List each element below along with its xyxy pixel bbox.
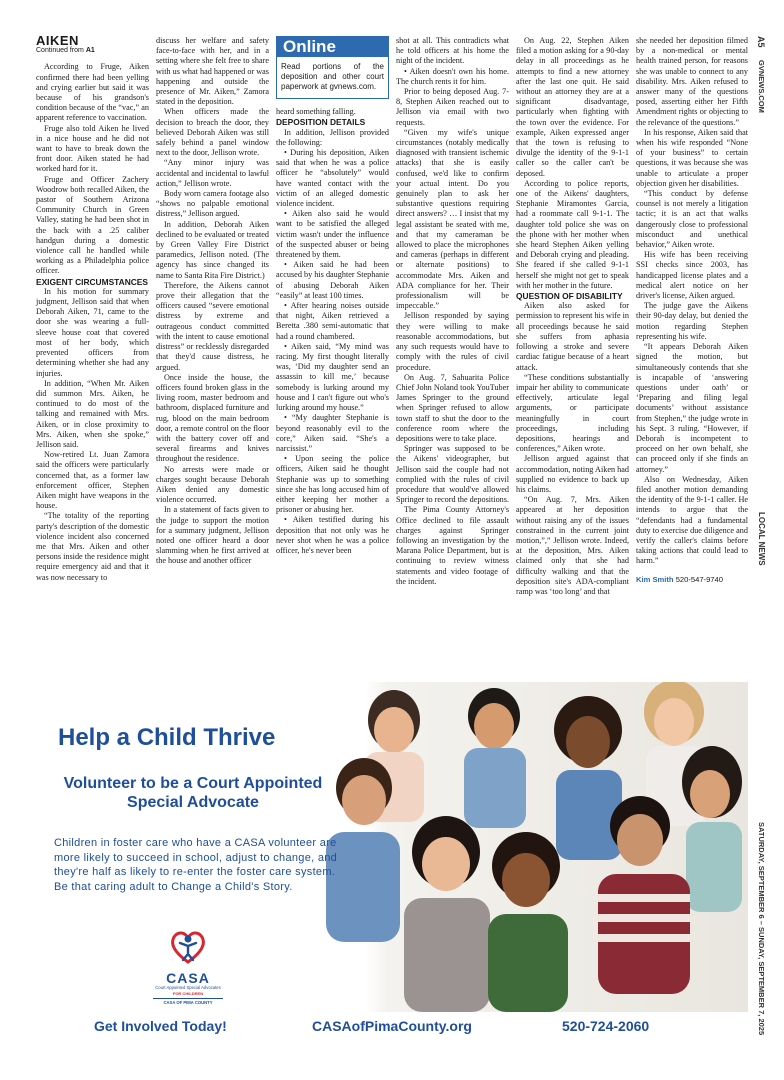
article-paragraph: According to police reports, one of the Aikens' daughters, Stephanie Miramontes Garcia, had a roommate call 9-1-1. The daughter told police she was on the phone with her mother when she heard Stephen Aiken yelling and Deborah crying and pleading. She feared if she called 9-1-1 herself she might not get to speak with her mother in the future.	[516, 178, 629, 290]
article-paragraph: • Aiken also said he would want to be satisfied the alleged victim wasn't under the influence of the suspected abuser or being threatened by them.	[276, 209, 389, 260]
casa-tagline: Court Appointed Special Advocates	[155, 985, 221, 990]
article-slug: AIKEN	[36, 33, 79, 48]
article-paragraph: Therefore, the Aikens cannot prove their allegation that the officers caused “severe emotional distress by extreme and outrageous conduct committed with the intent to cause emotional distress” or recklessly disregarded that they'd cause distress, he argued.	[156, 280, 269, 372]
article-paragraph: “Any minor injury was accidental and incidental to lawful action,” Jellison wrote.	[156, 158, 269, 188]
ad-cta: Get Involved Today!	[94, 1018, 227, 1034]
online-box	[276, 36, 389, 99]
article-paragraph: According to Fruge, Aiken confirmed there had been yelling and crying earlier but said it was because of his grandson's condition because of the “vac,” an apparent reference to vaccination.	[36, 62, 149, 123]
ad-url[interactable]: CASAofPimaCounty.org	[312, 1018, 472, 1034]
continued-from	[36, 46, 149, 56]
article-column-6	[636, 36, 748, 585]
article-paragraph: “These conditions substantially impair her ability to communicate effectively, articulate legal arguments, or participate meaningfully in court proceedings, including depositions, hearings and conferences,” Aiken wrote.	[516, 372, 629, 454]
article-paragraph: No arrests were made or charges sought because Deborah Aiken denied any domestic violence occurred.	[156, 464, 269, 505]
site-url: GVNEWS.COM	[757, 60, 766, 113]
article-paragraph: “It appears Deborah Aiken signed the motion, but simultaneously contends that she is incapable of ‘answering questions under oath’ or ‘Preparing and filing legal documents’ without assistance from Stephen,” the judge wrote in his Sept. 3 ruling. “However, if Deborah is incompetent to proceed on her own behalf, she can proceed only if she finds an attorney.”	[636, 342, 748, 474]
article-paragraph: • “My daughter Stephanie is beyond reasonably evil to the core,” Aiken said. “She's a narcissist.”	[276, 413, 389, 453]
ad-headline: Help a Child Thrive	[58, 724, 276, 751]
article-paragraph: In addition, Deborah Aiken declined to be evaluated or treated by Green Valley Fire District paramedics, Jellison noted. (The agency has since changed its name to Santa Rita Fire District.)	[156, 219, 269, 280]
continued-page: A1	[85, 47, 95, 55]
article-paragraph: In addition, “When Mr. Aiken did summon Mrs. Aiken, he continued to do most of the talking and remained with Mrs. Aiken, or in close proximity to Mrs. Aiken, when she spoke,” Jellison said.	[36, 378, 149, 449]
article-column-5	[516, 36, 629, 597]
article-paragraph: When officers made the decision to breach the door, they believed Deborah Aiken was still safely behind a panel window next to the door, Jellison wrote.	[156, 107, 269, 158]
byline-phone: 520-547-9740	[675, 574, 723, 584]
casa-wordmark: CASA	[166, 970, 210, 986]
article-paragraph: Fruge also told Aiken he lived in a nice house and he did not want to have to break down the front door. Aiken stated he had worked hard for it.	[36, 123, 149, 174]
article-paragraph: Prior to being deposed Aug. 7-8, Stephen Aiken reached out to Jellison via email with two requests.	[396, 87, 509, 127]
article-paragraph: “On Aug. 7, Mrs. Aiken appeared at her deposition without raising any of the issues constrained in the current joint motion,”,” Jellison wrote. Indeed, at the deposition, Mrs. Aiken claimed only that she had difficulty walking and that the deposition site's ADA-compliant ramp was ‘too long’ and that	[516, 495, 629, 596]
article-paragraph: Body worn camera footage also “shows no palpable emotional distress,” Jellison argued.	[156, 189, 269, 219]
subhead-deposition: DEPOSITION DETAILS	[276, 117, 366, 128]
section-label: LOCAL NEWS	[757, 512, 766, 566]
article-column-4	[396, 36, 509, 587]
byline-name: Kim Smith	[636, 574, 674, 584]
article-paragraph: The judge gave the Aikens their 90-day delay, but denied the motion regarding Stephen representing his wife.	[636, 301, 748, 341]
article-paragraph: • Aiken doesn't own his home. The church rents it for him.	[396, 66, 509, 86]
online-body: Read portions of the deposition and other court paperwork at gvnews.com.	[281, 62, 384, 92]
article-paragraph: “This conduct by defense counsel is not merely a litigation tactic; it is an act that walks dangerously close to professional misconduct and unethical behavior,” Aiken wrote.	[636, 189, 748, 250]
article-column-3	[276, 36, 389, 556]
online-title: Online	[277, 37, 388, 57]
article-paragraph: In his motion for summary judgment, Jellison said that when Deborah Aiken, 71, came to the door she was wearing a full-sleeve house coat that covered most of her body, which prevented officers from determining whether she had any injuries.	[36, 286, 149, 378]
casa-for-children: FOR CHILDREN	[172, 991, 204, 996]
article-paragraph: • Aiken said he had been accused by his daughter Stephanie of abusing Deborah Aiken “easily” at least 100 times.	[276, 260, 389, 300]
ad-subhead: Volunteer to be a Court Appointed Special Advocate	[63, 775, 323, 811]
ad-phone: 520-724-2060	[562, 1018, 650, 1034]
article-paragraph: Once inside the house, the officers found broken glass in the living room, master bedroom and bathroom, displaced furniture and rug, blood on the main bedroom door, a remote control on the floor with the battery cover off and several firearms and knives throughout the residence.	[156, 372, 269, 464]
article-paragraph: On Aug. 22, Stephen Aiken filed a motion asking for a 90-day delay in all proceedings as he attempts to find a new attorney after the last one quit. He said without an attorney they are at a significant disadvantage, particularly when fighting with the town over the evidence. For example, Aiken expressed anger that the town is refusing to divulge the identity of the 9-1-1 caller so the caller can't be deposed.	[516, 36, 629, 178]
article-paragraph: In a statement of facts given to the judge to support the motion for a summary judgment, Jellison noted one officer heard a door slamming when he first arrived at the house and another officer	[156, 505, 269, 566]
casa-org-name: CASA OF PIMA COUNTY	[163, 1000, 213, 1005]
article-paragraph: Springer was supposed to be the Aikens' videographer, but Jellison said the couple had not complied with the rules of civil procedure that would've allowed Springer to record the depositions.	[396, 444, 510, 505]
article-paragraph: • Aiken testified during his deposition that not only was he never shot when he was a police officer, he's never been	[276, 515, 389, 555]
article-paragraph: • After hearing noises outside that night, Aiken retrieved a Beretta .380 semi-automatic that had a round chambered.	[276, 301, 389, 341]
article-paragraph: “The totality of the reporting party's description of the domestic violence incident also concerned me that Mrs. Aiken and other persons inside the residence might require emergency aid and that it was now necessary to	[36, 511, 149, 582]
subhead-disability: QUESTION OF DISABILITY	[516, 291, 623, 302]
article-paragraph: • Aiken said, “My mind was racing. My first thought literally was, ‘Did my daughter send an assassin to kill me,’ because somebody is lurking around my house and I can't figure out who's lurking around my house.”	[276, 341, 389, 413]
article-paragraph: Jellison responded by saying they were willing to make reasonable accommodations, but any such requests would have to comply with the rules of civil procedure.	[396, 311, 509, 372]
article-column-2	[156, 36, 269, 567]
article-paragraph: she needed her deposition filmed by a non-medical or mental health trained person, for reasons she was unable to connect to any disability. Mrs. Aiken refused to answer many of the questions posed, asserting either her Fifth Amendment rights or objecting to the relevance of the questions.”	[636, 36, 748, 127]
article-paragraph: • During his deposition, Aiken said that when he was a police officer he “absolutely” would have wanted contact with the victim of an alleged domestic violence incident.	[276, 148, 389, 209]
article-paragraph: discuss her welfare and safety face-to-face with her, and in a setting where she felt free to share with us what had happened or was happening and outside the presence of Mr. Aiken,” Zamora stated in the deposition.	[156, 36, 269, 107]
article-paragraph: In addition, Jellison provided the following:	[276, 127, 389, 147]
article-paragraph: His wife has been receiving SSI checks since 2003, has handicapped license plates and a medical alert notice on her driver's license, Aiken argued.	[636, 250, 748, 301]
page-number: A5	[756, 36, 766, 48]
article-paragraph: shot at all. This contradicts what he told officers at his home the night of the incident.	[396, 36, 509, 66]
article-paragraph: heard something falling.	[276, 107, 356, 117]
article-column-1	[36, 33, 149, 583]
article-paragraph: • Upon seeing the police officers, Aiken said he thought Stephanie was up to something since she has long accused him of either keeping her mother a prisoner or abusing her.	[276, 454, 389, 515]
article-paragraph: On Aug. 7, Sahuarita Police Chief John Noland took YouTuber James Springer to the ground when Springer refused to allow town staff to shut the door to the conference room where the depositions were to take place.	[396, 372, 509, 443]
ad-body: Children in foster care who have a CASA volunteer are more likely to succeed in school, adjust to change, and they're half as likely to re-enter the foster care system. Be that caring adult to Change a Child's Story.	[54, 837, 338, 893]
continued-prefix: Continued from	[36, 47, 86, 55]
article-paragraph: The Pima County Attorney's Office declined to file assault charges against Springer following an investigation by the Marana Police Department, but is continuing to review witness statements and video footage of the incident.	[396, 505, 509, 586]
casa-advertisement	[26, 682, 748, 1050]
article-paragraph: Jellison argued against that accommodation, noting Aiken had supplied no evidence to back up his claims.	[516, 454, 629, 494]
article-paragraph: Aiken also asked for permission to represent his wife in all proceedings because he said she suffers from aphasia following a stroke and severe cardiac fatigue because of a heart attack.	[516, 301, 630, 372]
heart-figure-icon	[168, 926, 208, 966]
issue-date: SATURDAY, SEPTEMBER 6 – SUNDAY, SEPTEMBER 7, 2025	[757, 822, 766, 1036]
subhead-exigent: EXIGENT CIRCUMSTANCES	[36, 276, 148, 287]
article-paragraph: In his response, Aiken said that when his wife responded “None of your business” to certain questions, it was because she was unable to articulate a proper objection given her disabilities.	[636, 127, 748, 188]
article-paragraph: “Given my wife's unique circumstances (notably medically diagnosed with transient ischemic attacks) that she is easily confused, we'd like to confirm your actual intent. Do you genuinely plan to ask her substantive questions requiring direct answers? … I insist that my legal assistant be seated with me, and that my cameraman be allowed to place the microphones and cameras (perhaps in different or alternate positions) to accommodate Mrs. Aiken and ADA compliance for her. Their professionalism will be impeccable.”	[396, 127, 509, 311]
byline	[636, 575, 748, 585]
article-paragraph: Also on Wednesday, Aiken filed another motion demanding the identity of the 9-1-1 caller. He intends to argue that the “defendants had a fundamental duty to exercise due diligence and verify the caller's claims before taking actions that could lead to harm.”	[636, 474, 748, 566]
casa-logo	[138, 926, 238, 1006]
article-paragraph: Now-retired Lt. Juan Zamora said the officers were particularly concerned that, as a former law enforcement officer, Stephen Aiken might have weapons in the house.	[36, 450, 149, 511]
article-paragraph: Fruge and Officer Zachery Woodrow both recalled Aiken, the pastor of Southern Arizona Community Church in Green Valley, stating he had been shot in the back with a .25 caliber handgun during a domestic violence call he handled while working as a Philadelphia police officer.	[36, 174, 149, 276]
